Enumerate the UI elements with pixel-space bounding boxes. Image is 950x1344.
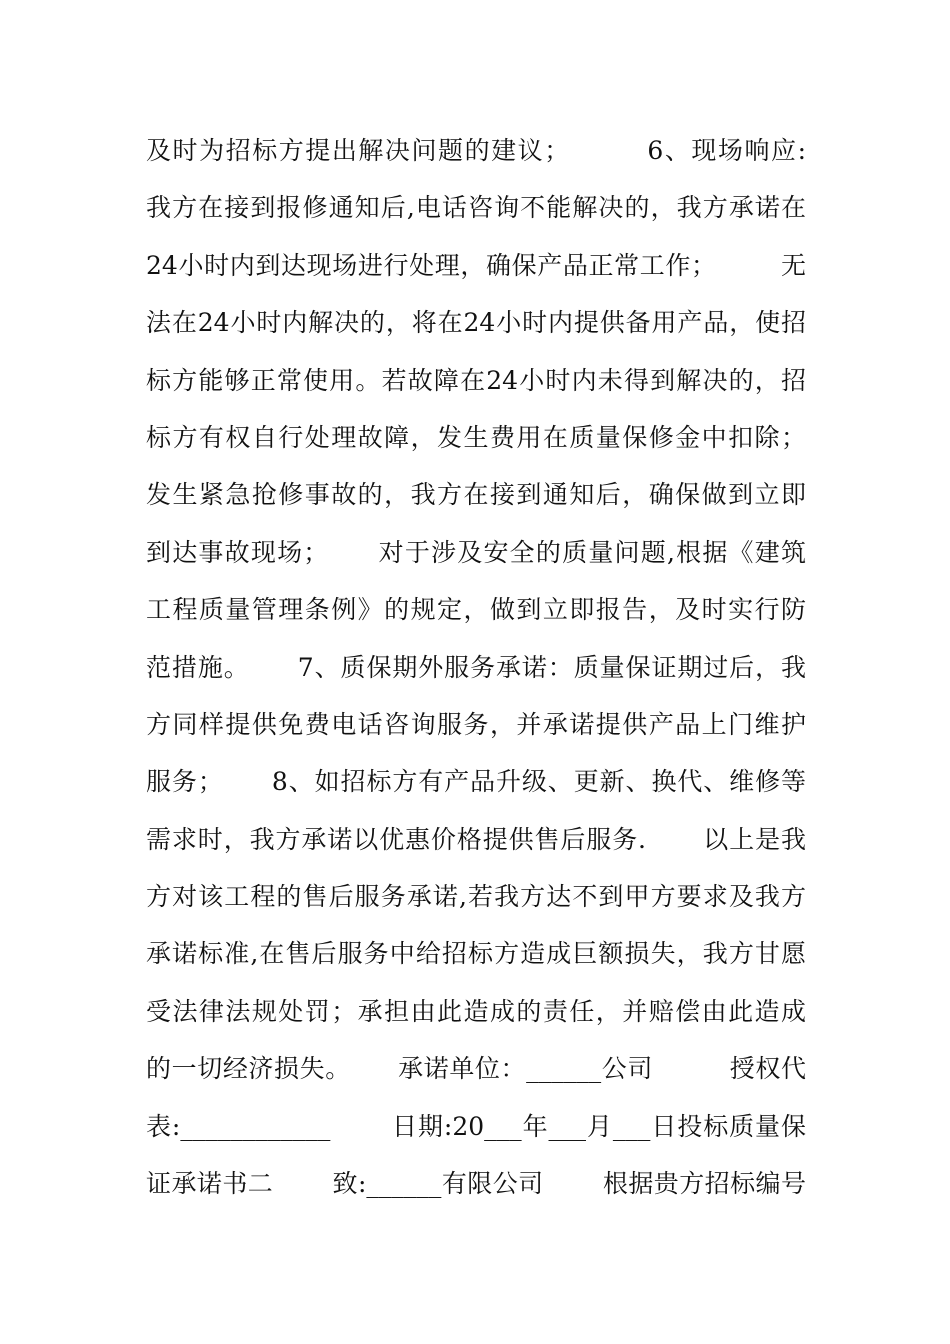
text-line: 方对该工程的售后服务承诺,若我方达不到甲方要求及我方: [146, 882, 806, 912]
text-line: 服务； 8、如招标方有产品升级、更新、换代、维修等: [146, 767, 806, 797]
text-line: 范措施。 7、质保期外服务承诺：质量保证期过后，我: [146, 652, 806, 682]
text-line: 受法律法规处罚；承担由此造成的责任，并赔偿由此造成: [146, 996, 806, 1026]
text-line: 法在24小时内解决的，将在24小时内提供备用产品，使招: [146, 308, 806, 338]
text-line: 证承诺书二 致:______有限公司 根据贵方招标编号: [146, 1169, 806, 1199]
text-line: 标方有权自行处理故障，发生费用在质量保修金中扣除；: [146, 422, 806, 452]
text-line: 工程质量管理条例》的规定，做到立即报告，及时实行防: [146, 595, 806, 625]
text-line: 方同样提供免费电话咨询服务，并承诺提供产品上门维护: [146, 709, 806, 739]
text-line: 需求时，我方承诺以优惠价格提供售后服务． 以上是我: [146, 824, 806, 854]
body-text: [146, 122, 806, 1212]
text-line: 24小时内到达现场进行处理，确保产品正常工作； 无: [146, 250, 806, 280]
text-line: 到达事故现场； 对于涉及安全的质量问题,根据《建筑: [146, 537, 806, 567]
text-line: 承诺标准,在售后服务中给招标方造成巨额损失，我方甘愿: [146, 939, 806, 969]
text-line: 的一切经济损失。 承诺单位：______公司 授权代: [146, 1054, 806, 1084]
text-line: 标方能够正常使用。若故障在24小时内未得到解决的，招: [146, 365, 806, 395]
text-line: 及时为招标方提出解决问题的建议； 6、现场响应:: [146, 136, 806, 165]
text-line: 表:____________ 日期:20___年___月___日投标质量保: [146, 1111, 806, 1141]
text-line: 发生紧急抢修事故的，我方在接到通知后，确保做到立即: [146, 480, 806, 510]
text-line: 我方在接到报修通知后,电话咨询不能解决的，我方承诺在: [146, 193, 806, 223]
